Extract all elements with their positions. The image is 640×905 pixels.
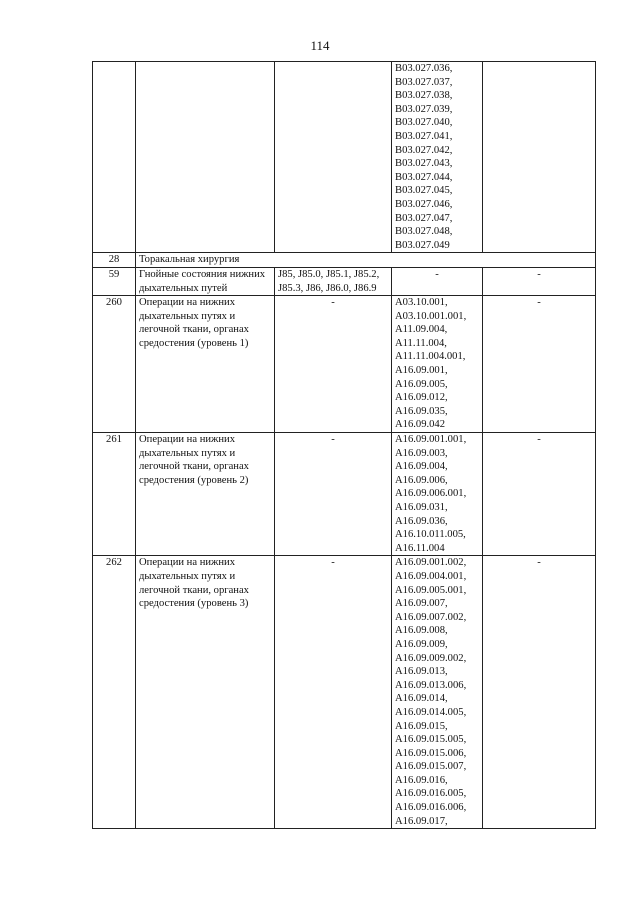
service-code: A03.10.001, xyxy=(395,297,448,309)
service-code: A16.09.006, xyxy=(395,474,448,486)
table-row xyxy=(93,433,596,556)
service-code: A16.09.016.005, xyxy=(395,788,467,800)
service-code: B03.027.049 xyxy=(395,239,450,251)
row-number: 59 xyxy=(93,267,136,295)
page-number: 114 xyxy=(310,38,330,53)
row-other: - xyxy=(483,556,596,829)
service-code: B03.027.045, xyxy=(395,185,453,197)
row-services xyxy=(392,267,483,295)
row-services xyxy=(392,556,483,829)
table-row xyxy=(93,556,596,829)
service-code: A16.09.005, xyxy=(395,378,448,390)
service-code: A16.10.011.005, xyxy=(395,529,466,541)
tariff-table xyxy=(92,61,596,829)
service-code: B03.027.038, xyxy=(395,90,453,102)
service-code: A16.09.013, xyxy=(395,666,448,678)
row-number: 260 xyxy=(93,296,136,433)
section-row xyxy=(93,253,596,268)
service-code: A16.09.017, xyxy=(395,815,448,827)
service-code: A16.09.005.001, xyxy=(395,584,467,596)
service-code: B03.027.036, xyxy=(395,63,453,74)
cell-diagnosis xyxy=(275,62,392,253)
service-code: A16.09.015, xyxy=(395,720,448,732)
service-code: B03.027.047, xyxy=(395,212,453,224)
row-services xyxy=(392,433,483,556)
table-row xyxy=(93,267,596,295)
service-code: B03.027.043, xyxy=(395,158,453,170)
service-code: A16.09.012, xyxy=(395,392,448,404)
service-code: A16.09.014, xyxy=(395,693,448,705)
row-diagnosis: - xyxy=(275,296,392,433)
service-code: A16.09.014.005, xyxy=(395,706,467,718)
service-code: A16.09.042 xyxy=(395,419,446,431)
cell-num xyxy=(93,62,136,253)
row-name: Операции на нижних дыхательных путях и легочной ткани, органах средостения (уровень 2) xyxy=(136,433,275,556)
service-code: B03.027.042, xyxy=(395,144,453,156)
service-code: B03.027.039, xyxy=(395,103,453,115)
row-diagnosis: - xyxy=(275,556,392,829)
service-code: A16.09.031, xyxy=(395,502,448,513)
service-code: B03.027.040, xyxy=(395,117,453,129)
cell-services xyxy=(392,62,483,253)
service-code: A16.09.007, xyxy=(395,598,448,610)
section-title: Торакальная хирургия xyxy=(136,253,596,268)
service-code: A16.09.035, xyxy=(395,405,448,417)
service-code: A16.09.008, xyxy=(395,625,448,637)
row-diagnosis: J85, J85.0, J85.1, J85.2, J85.3, J86, J86.0, J86.9 xyxy=(275,267,392,295)
row-name: Операции на нижних дыхательных путях и легочной ткани, органах средостения (уровень 3) xyxy=(136,556,275,829)
table-row xyxy=(93,296,596,433)
service-code: A16.09.009, xyxy=(395,638,448,650)
continuation-row xyxy=(93,62,596,253)
row-other: - xyxy=(483,267,596,295)
service-code: A16.09.006.001, xyxy=(395,488,467,500)
service-code: A16.09.015.007, xyxy=(395,761,467,773)
service-code: A11.11.004.001, xyxy=(395,351,466,363)
row-services xyxy=(392,296,483,433)
service-code: B03.027.046, xyxy=(395,198,453,210)
service-code: B03.027.044, xyxy=(395,171,453,183)
row-diagnosis: - xyxy=(275,433,392,556)
service-code: A11.11.004, xyxy=(395,337,447,349)
service-code: A16.09.016.006, xyxy=(395,802,467,814)
row-name: Гнойные состояния нижних дыхательных путей xyxy=(136,267,275,295)
row-other: - xyxy=(483,433,596,556)
row-name: Операции на нижних дыхательных путях и легочной ткани, органах средостения (уровень 1) xyxy=(136,296,275,433)
section-number: 28 xyxy=(93,253,136,268)
service-code: B03.027.037, xyxy=(395,76,453,88)
service-code: A16.09.015.006, xyxy=(395,747,467,759)
row-number: 261 xyxy=(93,433,136,556)
service-code: A16.09.007.002, xyxy=(395,611,467,623)
service-code: B03.027.041, xyxy=(395,130,453,142)
service-code: A16.09.004.001, xyxy=(395,570,467,582)
service-code: A16.09.001.002, xyxy=(395,557,467,569)
service-code: A16.09.004, xyxy=(395,461,448,473)
service-code: B03.027.048, xyxy=(395,226,453,238)
service-code: A16.09.001.001, xyxy=(395,434,467,446)
service-code: A03.10.001.001, xyxy=(395,310,467,322)
row-other: - xyxy=(483,296,596,433)
service-code: - xyxy=(435,268,439,280)
service-code: A11.09.004, xyxy=(395,324,448,336)
service-code: A16.09.013.006, xyxy=(395,679,467,691)
service-code: A16.09.036, xyxy=(395,515,448,527)
service-code: A16.09.001, xyxy=(395,365,448,377)
cell-name xyxy=(136,62,275,253)
service-code: A16.09.015.005, xyxy=(395,734,467,746)
service-code: A16.09.016, xyxy=(395,774,448,786)
service-code: A16.09.003, xyxy=(395,447,448,459)
cell-other xyxy=(483,62,596,253)
service-code: A16.11.004 xyxy=(395,542,445,554)
row-number: 262 xyxy=(93,556,136,829)
service-code: A16.09.009.002, xyxy=(395,652,467,664)
